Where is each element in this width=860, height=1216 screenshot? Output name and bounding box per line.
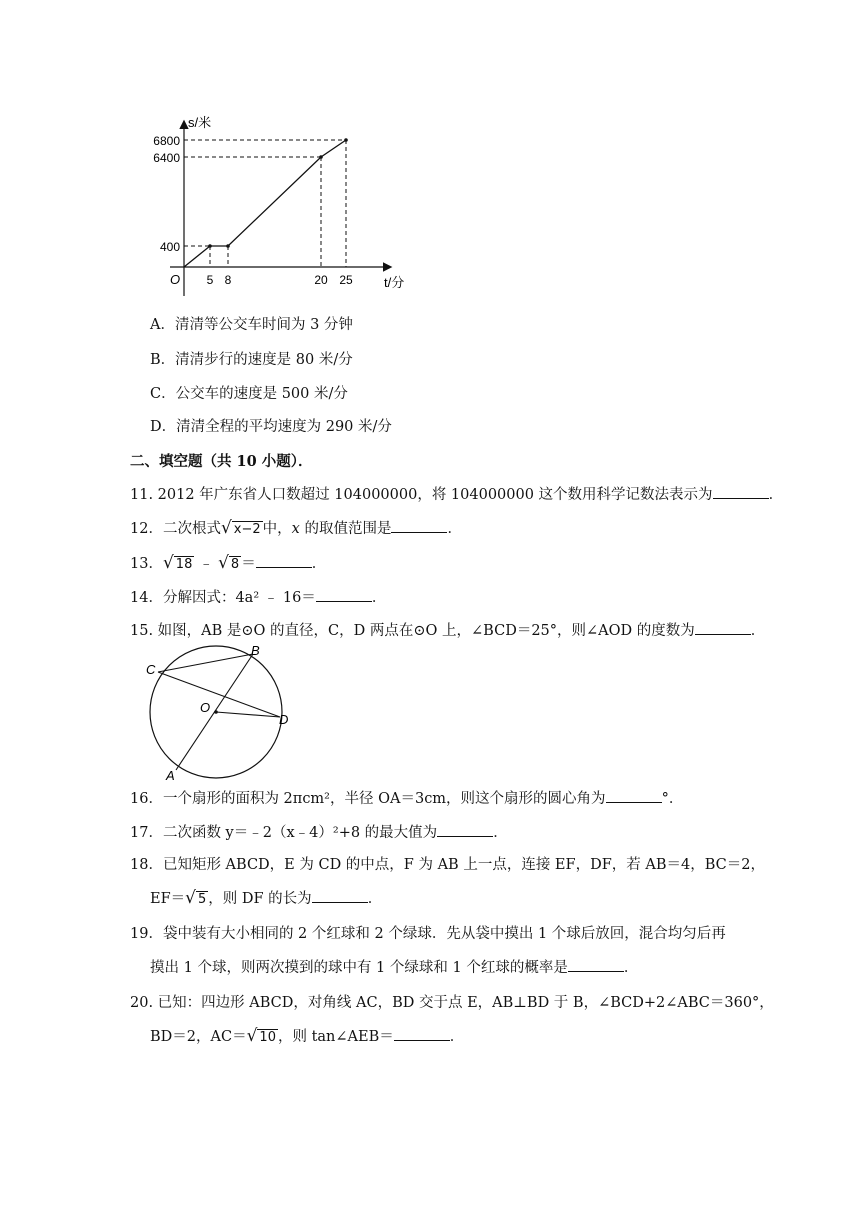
distance-line bbox=[184, 140, 346, 267]
x-tick-8: 8 bbox=[224, 273, 232, 287]
x-tick-5: 5 bbox=[206, 273, 214, 287]
origin-label: O bbox=[170, 272, 181, 287]
q12-radicand: x−2 bbox=[233, 522, 261, 537]
q12-blank bbox=[391, 518, 447, 533]
q16-end: °． bbox=[661, 791, 684, 807]
label-d: D bbox=[279, 712, 289, 727]
q14-blank bbox=[316, 587, 372, 602]
question-16 bbox=[130, 788, 683, 809]
q11-end: ． bbox=[768, 487, 784, 503]
q13-radicand-2: 8 bbox=[230, 557, 240, 572]
option-b: B．清清步行的速度是 80 米/分 bbox=[150, 352, 353, 368]
q12-pre: 二次根式 bbox=[162, 521, 221, 537]
question-19-line-2 bbox=[150, 957, 638, 978]
q16-blank bbox=[606, 788, 662, 803]
option-a: A．清清等公交车时间为 3 分钟 bbox=[150, 317, 353, 333]
q12-var: x bbox=[291, 521, 300, 537]
q11-text: 11. 2012 年广东省人口数超过 104000000，将 104000000 这个数用科学记数法表示为 bbox=[130, 487, 713, 503]
question-11 bbox=[130, 484, 783, 505]
y-axis-label: s/米 bbox=[188, 115, 212, 130]
question-18-line-1: 18．已知矩形 ABCD，E 为 CD 的中点，F 为 AB 上一点，连接 EF，DF，若 AB＝4，BC＝2， bbox=[130, 857, 765, 873]
q15-end: ． bbox=[750, 623, 766, 639]
label-o: O bbox=[200, 700, 211, 715]
point-25 bbox=[344, 138, 348, 142]
q13-eq: ＝ bbox=[241, 556, 256, 572]
point-20 bbox=[319, 155, 323, 159]
question-20-line-1: 20. 已知：四边形 ABCD，对角线 AC，BD 交于点 E，AB⊥BD 于 B，∠BCD+2∠ABC＝360°， bbox=[130, 995, 774, 1011]
q11-blank bbox=[713, 484, 769, 499]
q18-post: ，则 DF 的长为 bbox=[208, 891, 312, 907]
q20-radicand: 10 bbox=[259, 1030, 276, 1045]
question-14 bbox=[130, 587, 386, 608]
q20-blank bbox=[394, 1026, 450, 1041]
q14-end: ． bbox=[371, 590, 387, 606]
question-18-line-2 bbox=[150, 888, 382, 909]
q17-end: ． bbox=[493, 825, 508, 841]
q12-end: ． bbox=[447, 521, 462, 537]
x-axis-label: t/分 bbox=[384, 275, 405, 290]
question-19-line-1: 19．袋中装有大小相同的 2 个红球和 2 个绿球．先从袋中摸出 1 个球后放回，混合均匀后再 bbox=[130, 926, 726, 942]
chord-cd bbox=[158, 672, 280, 717]
question-12 bbox=[130, 518, 462, 539]
point-5 bbox=[208, 244, 212, 248]
q13-num: 13． bbox=[130, 556, 163, 572]
q12-num: 12． bbox=[130, 521, 163, 537]
q13-radicand-1: 18 bbox=[175, 557, 193, 572]
question-15 bbox=[130, 620, 765, 641]
y-tick-6400: 6400 bbox=[153, 151, 180, 165]
option-d: D．清清全程的平均速度为 290 米/分 bbox=[150, 419, 392, 435]
q13-blank bbox=[256, 553, 312, 568]
q20-end: ． bbox=[449, 1029, 465, 1045]
radical-sign-icon: √ bbox=[246, 1026, 258, 1046]
q18-pre: EF＝ bbox=[150, 891, 186, 907]
q13-end: ． bbox=[311, 556, 327, 572]
q19-end: ． bbox=[623, 960, 639, 976]
q17-blank bbox=[437, 822, 493, 837]
q19-text: 摸出 1 个球，则两次摸到的球中有 1 个绿球和 1 个红球的概率是 bbox=[150, 960, 568, 976]
radical-sign-icon: √ bbox=[220, 518, 232, 538]
q15-text: 15. 如图，AB 是⊙O 的直径，C，D 两点在⊙O 上，∠BCD＝25°，则∠AOD 的度数为 bbox=[130, 623, 695, 639]
y-tick-400: 400 bbox=[159, 240, 180, 254]
q18-radicand: 5 bbox=[198, 892, 207, 907]
q16-text: 16．一个扇形的面积为 2πcm²，半径 OA＝3cm，则这个扇形的圆心角为 bbox=[130, 791, 606, 807]
point-8 bbox=[226, 244, 230, 248]
radical-sign-icon: √ bbox=[185, 888, 196, 908]
q20-pre: BD＝2，AC＝ bbox=[150, 1029, 247, 1045]
y-tick-6800: 6800 bbox=[153, 134, 180, 148]
label-a: A bbox=[166, 768, 175, 782]
distance-time-graph bbox=[140, 110, 420, 300]
radical-sign-icon: √ bbox=[162, 553, 174, 573]
radical-sign-icon: √ bbox=[218, 553, 229, 573]
x-tick-20: 20 bbox=[314, 273, 328, 287]
question-20-line-2 bbox=[150, 1026, 464, 1047]
label-b: B bbox=[251, 643, 260, 658]
option-c: C．公交车的速度是 500 米/分 bbox=[150, 386, 348, 402]
q14-text: 14．分解因式：4a² ﹣ 16＝ bbox=[130, 590, 316, 606]
x-tick-25: 25 bbox=[339, 273, 353, 287]
q13-minus: ﹣ bbox=[194, 556, 219, 572]
question-13 bbox=[130, 553, 326, 574]
q19-blank bbox=[568, 957, 624, 972]
q20-post: ，则 tan∠AEB＝ bbox=[277, 1029, 394, 1045]
center-point bbox=[214, 710, 218, 714]
section-title: 二、填空题（共 10 小题）． bbox=[130, 453, 313, 470]
radius-od bbox=[216, 712, 280, 717]
label-c: C bbox=[146, 662, 156, 677]
q17-text: 17．二次函数 y＝﹣2（x﹣4）²+8 的最大值为 bbox=[130, 825, 438, 841]
q18-end: ． bbox=[367, 891, 383, 907]
q15-blank bbox=[695, 620, 751, 635]
question-17 bbox=[130, 822, 508, 843]
q12-post: 中， bbox=[262, 521, 292, 537]
q18-blank bbox=[312, 888, 368, 903]
circle-figure bbox=[140, 642, 300, 782]
q12-rest: 的取值范围是 bbox=[299, 521, 392, 537]
